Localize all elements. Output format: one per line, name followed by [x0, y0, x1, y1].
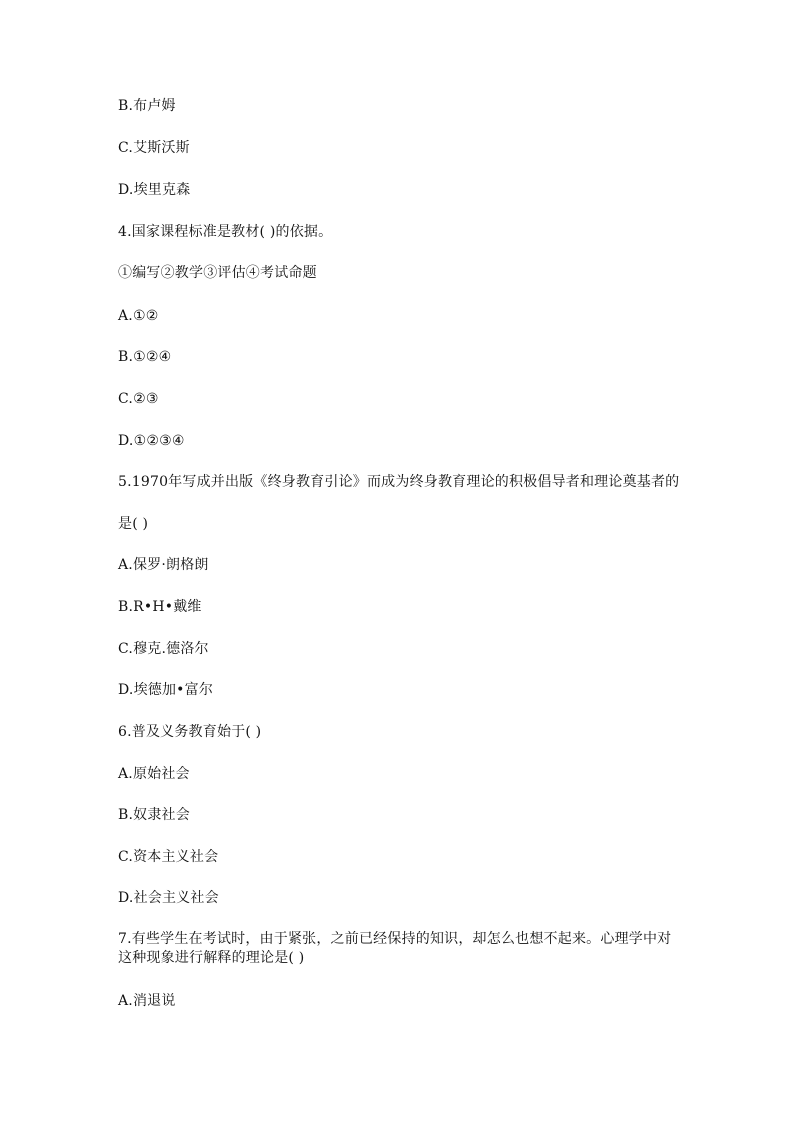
q5-option-a: A.保罗·朗格朗: [118, 557, 209, 573]
q6-option-d: D.社会主义社会: [118, 890, 219, 906]
q5-option-b: B.R•H•戴维: [118, 599, 202, 615]
q5-stem-line1: 5.1970年写成并出版《终身教育引论》而成为终身教育理论的积极倡导者和理论奠基者的: [118, 474, 680, 490]
q4-option-c: C.②③: [118, 391, 159, 407]
q5-option-d: D.埃德加•富尔: [118, 682, 214, 698]
q6-option-c: C.资本主义社会: [118, 849, 219, 865]
q4-option-a: A.①②: [118, 308, 159, 324]
q5-option-c: C.穆克.德洛尔: [118, 641, 209, 657]
q6-option-a: A.原始社会: [118, 766, 190, 782]
q7-option-a: A.消退说: [118, 993, 176, 1009]
q5-stem-line2: 是( ): [118, 516, 149, 532]
q4-stem: 4.国家课程标准是教材( )的依据。: [118, 224, 333, 240]
q6-option-b: B.奴隶社会: [118, 807, 190, 823]
q4-option-b: B.①②④: [118, 349, 172, 365]
q3-option-c: C.艾斯沃斯: [118, 140, 190, 156]
q7-stem: 7.有些学生在考试时，由于紧张，之前已经保持的知识，却怎么也想不起来。心理学中对这种现象进行解释的理论是( ): [118, 931, 672, 966]
q3-option-d: D.埃里克森: [118, 182, 191, 198]
q4-items: ①编写②教学③评估④考试命题: [118, 265, 317, 281]
q4-option-d: D.①②③④: [118, 433, 185, 449]
q3-option-b: B.布卢姆: [118, 98, 176, 114]
q6-stem: 6.普及义务教育始于( ): [118, 724, 262, 740]
